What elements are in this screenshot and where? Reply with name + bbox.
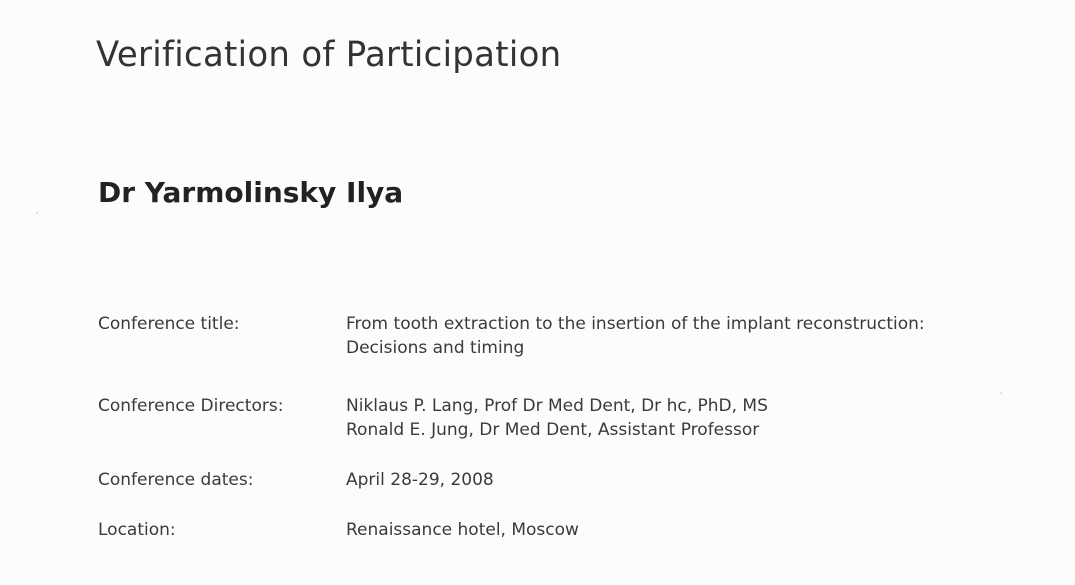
conference-title-value: [346, 312, 1038, 360]
director-line: Niklaus P. Lang, Prof Dr Med Dent, Dr hc, PhD, MS: [346, 396, 768, 416]
conference-details: [98, 312, 1038, 542]
conference-dates-row: [98, 468, 1038, 492]
conference-title-line: Decisions and timing: [346, 338, 525, 358]
director-line: Ronald E. Jung, Dr Med Dent, Assistant Professor: [346, 420, 760, 440]
conference-title-line: From tooth extraction to the insertion of the implant reconstruction:: [346, 314, 925, 334]
conference-dates-line: April 28-29, 2008: [346, 470, 494, 490]
location-row: [98, 518, 1038, 542]
conference-dates-label: Conference dates:: [98, 470, 254, 490]
conference-title-row: [98, 312, 1038, 360]
paper-speck: [1000, 392, 1002, 394]
conference-directors-row: [98, 394, 1038, 442]
location-line: Renaissance hotel, Moscow: [346, 520, 579, 540]
conference-dates-value: [346, 468, 1038, 492]
participant-name: Dr Yarmolinsky Ilya: [98, 176, 404, 209]
location-value: [346, 518, 1038, 542]
conference-directors-label: Conference Directors:: [98, 396, 284, 416]
paper-speck: [36, 212, 38, 214]
certificate-title: Verification of Participation: [96, 35, 562, 75]
conference-title-label: Conference title:: [98, 314, 240, 334]
conference-directors-value: [346, 394, 1038, 442]
location-label: Location:: [98, 520, 176, 540]
